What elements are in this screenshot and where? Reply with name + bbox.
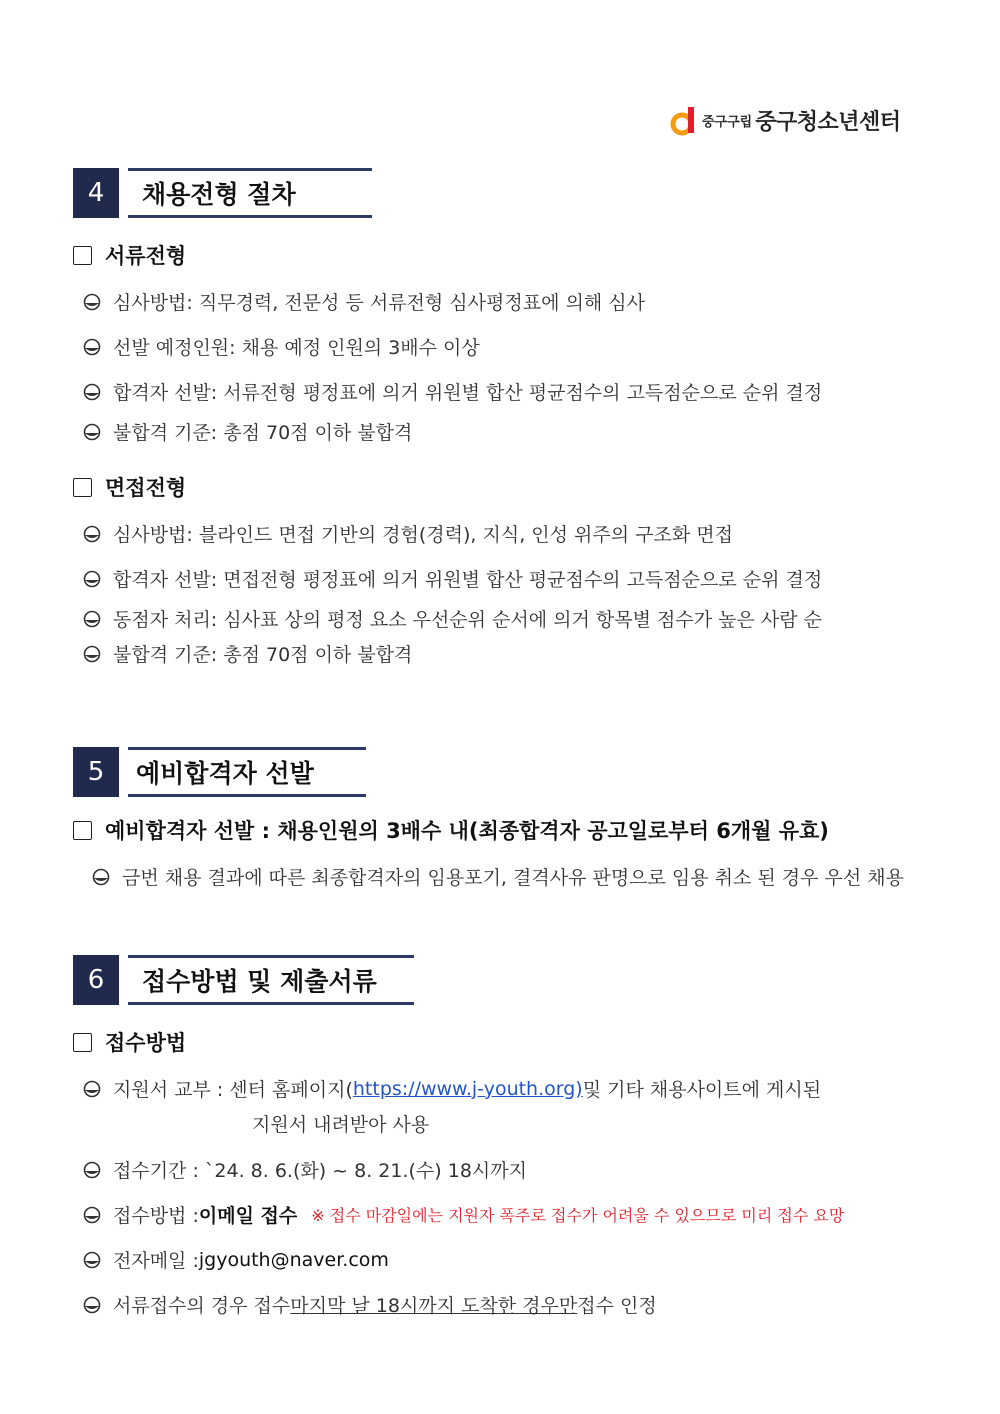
section-title: 접수방법 및 제출서류 (128, 955, 414, 1005)
list-item (83, 288, 645, 315)
section-6-header (73, 955, 414, 1005)
bullet-circle-icon (83, 1251, 101, 1269)
list-item (83, 1075, 821, 1102)
list-item-continuation: 지원서 내려받아 사용 (252, 1114, 430, 1136)
subheading-document-screening (73, 240, 186, 270)
bullet-circle-icon (83, 570, 101, 588)
list-item (83, 378, 822, 405)
subheading-reserve-selection (73, 815, 829, 845)
checkbox-icon (73, 821, 92, 840)
bullet-circle-icon (83, 1296, 101, 1314)
org-logo (670, 104, 901, 136)
list-item (92, 863, 904, 890)
section-4-header (73, 168, 372, 218)
logo-mark-icon (670, 104, 698, 136)
bullet-circle-icon (92, 868, 110, 886)
homepage-link[interactable]: https://www.j-youth.org) (352, 1077, 583, 1100)
section-number: 6 (73, 955, 119, 1005)
list-item-label: 접수방법 : (113, 1205, 199, 1227)
list-item (83, 565, 822, 592)
list-item-underlined-text: 마지막 날 18시까지 도착한 경우만 (290, 1295, 578, 1317)
list-item-text: 동점자 처리: 심사표 상의 평정 요소 우선순위 순서에 의거 항목별 점수가 높은 사람 순 (113, 609, 822, 631)
deadline-warning-note: ※ 접수 마감일에는 지원자 폭주로 접수가 어려울 수 있으므로 미리 접수 요망 (311, 1206, 845, 1225)
checkbox-icon (73, 246, 92, 265)
list-item-text: 심사방법: 블라인드 면접 기반의 경험(경력), 지식, 인성 위주의 구조화 면접 (113, 524, 733, 546)
checkbox-icon (73, 1033, 92, 1052)
email-address[interactable]: jgyouth@naver.com (198, 1248, 389, 1271)
list-item (83, 605, 822, 632)
list-item-text: 불합격 기준: 총점 70점 이하 불합격 (113, 644, 413, 666)
subheading-label: 접수방법 (105, 1031, 187, 1055)
bullet-circle-icon (83, 1080, 101, 1098)
list-item-text: 합격자 선발: 면접전형 평정표에 의거 위원별 합산 평균점수의 고득점순으로 순위 결정 (113, 569, 823, 591)
list-item-text: 서류접수의 경우 접수 (113, 1295, 291, 1317)
list-item-value: 이메일 접수 (198, 1205, 298, 1227)
list-item (83, 1201, 844, 1228)
list-item (83, 418, 412, 445)
list-item-text: 접수기간 : `24. 8. 6.(화) ~ 8. 21.(수) 18시까지 (113, 1160, 527, 1182)
list-item-text: 접수 인정 (577, 1295, 657, 1317)
section-5-header (73, 747, 366, 797)
subheading-label: 면접전형 (105, 476, 187, 500)
bullet-circle-icon (83, 610, 101, 628)
bullet-circle-icon (83, 293, 101, 311)
list-item-text: 및 기타 채용사이트에 게시된 (582, 1079, 822, 1101)
list-item-text: 지원서 교부 : 센터 홈페이지( (113, 1079, 353, 1101)
bullet-circle-icon (83, 383, 101, 401)
bullet-circle-icon (83, 338, 101, 356)
list-item-text: 합격자 선발: 서류전형 평정표에 의거 위원별 합산 평균점수의 고득점순으로 순위 결정 (113, 382, 823, 404)
section-number: 5 (73, 747, 119, 797)
list-item (83, 1291, 657, 1318)
subheading-application-method (73, 1027, 186, 1057)
section-title: 예비합격자 선발 (128, 747, 366, 797)
subheading-label: 예비합격자 선발 : 채용인원의 3배수 내(최종합격자 공고일로부터 6개월 유효) (105, 819, 829, 843)
bullet-circle-icon (83, 525, 101, 543)
bullet-circle-icon (83, 645, 101, 663)
list-item-text: 선발 예정인원: 채용 예정 인원의 3배수 이상 (113, 337, 480, 359)
logo-sub-text: 중구구립 (702, 114, 753, 130)
subheading-label: 서류전형 (105, 244, 187, 268)
checkbox-icon (73, 478, 92, 497)
section-number: 4 (73, 168, 119, 218)
list-item (83, 333, 480, 360)
list-item-text: 불합격 기준: 총점 70점 이하 불합격 (113, 422, 413, 444)
list-item-text: 금번 채용 결과에 따른 최종합격자의 임용포기, 결격사유 판명으로 임용 취소 된 경우 우선 채용 (122, 867, 905, 889)
list-item-label: 전자메일 : (113, 1250, 199, 1272)
list-item-text: 심사방법: 직무경력, 전문성 등 서류전형 심사평정표에 의해 심사 (113, 292, 645, 314)
bullet-circle-icon (83, 1206, 101, 1224)
list-item (83, 520, 733, 547)
list-item (83, 1156, 527, 1183)
logo-org-name: 중구청소년센터 (755, 109, 901, 135)
subheading-interview-screening (73, 472, 186, 502)
list-item (83, 1246, 389, 1273)
section-title: 채용전형 절차 (128, 168, 372, 218)
list-item (83, 640, 412, 667)
bullet-circle-icon (83, 1161, 101, 1179)
bullet-circle-icon (83, 423, 101, 441)
